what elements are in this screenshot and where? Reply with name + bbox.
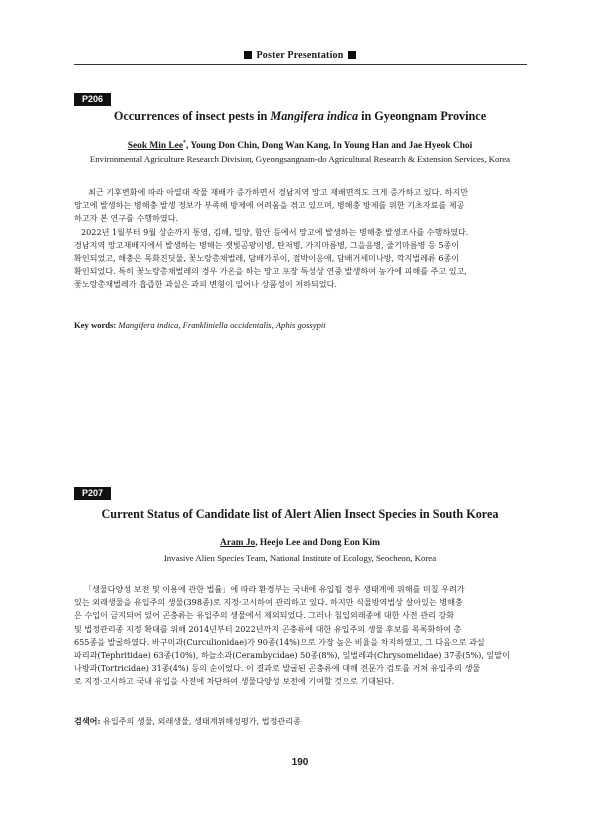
lead-author: Aram Jo [220, 538, 256, 548]
abstract-body [74, 186, 527, 292]
corresponding-mark: * [183, 140, 186, 146]
section-header [0, 50, 600, 61]
co-authors: , Young Don Chin, Dong Wan Kang, In Young Han and Jae Hyeok Choi [186, 141, 473, 152]
abstract-line: 로 지정·고시하고 국내 유입을 사전에 차단하여 생물다양성 보전에 기여할 것으로 기대된다. [74, 676, 395, 687]
abstract-line: 있는 외래생물을 유입주의 생물(398종)로 지정·고시하여 관리하고 있다. 하지만 식물방역법상 살아있는 병해충 [74, 597, 463, 608]
poster-id-badge: P206 [74, 93, 111, 106]
affiliation: Environmental Agriculture Research Division, Gyeongsangnam-do Agricultural Research & Extension Services, Korea [89, 154, 511, 164]
abstract-line: 최근 기후변화에 따라 아열대 작물 재배가 증가하면서 경남지역 망고 재배면적도 크게 증가하고 있다. 하지만 [88, 187, 469, 197]
abstract-line: 하고자 본 연구를 수행하였다. [74, 213, 179, 224]
abstract-line: 및 법정관리종 지정 확대를 위해 2014년부터 2022년까지 곤충류에 대한 유입주의 생물 후보를 목록화하여 총 [74, 623, 462, 634]
keywords-text: 유입주의 생물, 외래생물, 생태계위해성평가, 법정관리종 [100, 716, 301, 726]
poster-id-badge: P207 [74, 487, 111, 500]
abstract-line: 꽃노랑총채벌레가 흡즙한 과실은 과피 변형이 일어나 상품성이 저하되었다. [74, 279, 337, 290]
square-bullet-icon [244, 51, 252, 59]
section-header-label: Poster Presentation [256, 50, 344, 61]
page-number: 190 [291, 757, 309, 768]
poster-title: Current Status of Candidate list of Alert Alien Insect Species in South Korea [101, 507, 499, 521]
abstract-line: 경남지역 망고재배지에서 발생하는 병해는 잿빛곰팡이병, 탄저병, 가지마름병, 그을음병, 줄기마름병 등 5종이 [74, 239, 460, 250]
abstract-line: 망고에 발생하는 병해충 발생 정보가 부족해 방제에 어려움을 겪고 있으며, 병해충 방제를 위한 기초자료를 제공 [74, 200, 465, 211]
square-bullet-icon [348, 51, 356, 59]
author-list [0, 538, 600, 548]
author-list [0, 140, 600, 151]
abstract-line: 확인되었고, 해충은 목화진딧물, 꽃노랑총채벌레, 담배가루이, 점박이응애, 담배거세미나방, 깍지벌레류 6종이 [74, 253, 460, 264]
abstract-line: 은 수입이 금지되어 있어 곤충류는 유입주의 생물에서 제외되었다. 그러나 침입외래종에 대한 사전 관리 강화 [74, 610, 455, 621]
header-rule [74, 64, 527, 65]
lead-author: Seok Min Lee [127, 141, 183, 152]
keywords [74, 716, 527, 727]
abstract-line: 파리과(Tephritidae) 63종(10%), 하늘소과(Cerambycidae) 50종(8%), 잎벌레과(Chrysomelidae) 37종(5%), 잎말이 [74, 650, 510, 661]
affiliation: Invasive Alien Species Team, National Institute of Ecology, Seocheon, Korea [163, 553, 437, 563]
abstract-line: 2022년 1월부터 9월 상순까지 통영, 김해, 밀양, 함안 등에서 망고에 발생하는 병해충 발생조사를 수행하였다. [81, 226, 469, 237]
abstract-line: 「생물다양성 보전 및 이용에 관한 법률」에 따라 환경부는 국내에 유입될 경우 생태계에 위해를 미칠 우려가 [84, 584, 465, 594]
title-species: Mangifera indica [270, 109, 359, 123]
keywords [74, 320, 527, 330]
abstract-line: 확인되었다. 특히 꽃노랑총채벌레의 경우 가온을 하는 망고 포장 특성상 연중 발생하여 농가에 피해를 주고 있고, [74, 266, 468, 277]
keywords-text: Mangifera indica, Frankliniella occidentalis, Aphis gossypii [118, 320, 326, 330]
abstract-line: 655종을 발굴하였다. 바구미과(Curculionidae)가 90종(14%)으로 가장 높은 비율을 차지하였고, 그 다음으로 과실 [74, 636, 485, 647]
abstract-body [74, 583, 527, 689]
keywords-label: 검색어: [74, 716, 101, 726]
poster-title: Occurrences of insect pests in Mangifera indica in Gyeongnam Province [113, 109, 487, 123]
abstract-line: 나방과(Tortricidae) 31종(4%) 등의 순이었다. 이 결과로 발굴된 곤충류에 대해 전문가 검토를 거쳐 유입주의 생물 [74, 663, 481, 674]
co-authors: , Heejo Lee and Dong Eon Kim [255, 538, 380, 548]
keywords-label: Key words: [74, 320, 117, 330]
